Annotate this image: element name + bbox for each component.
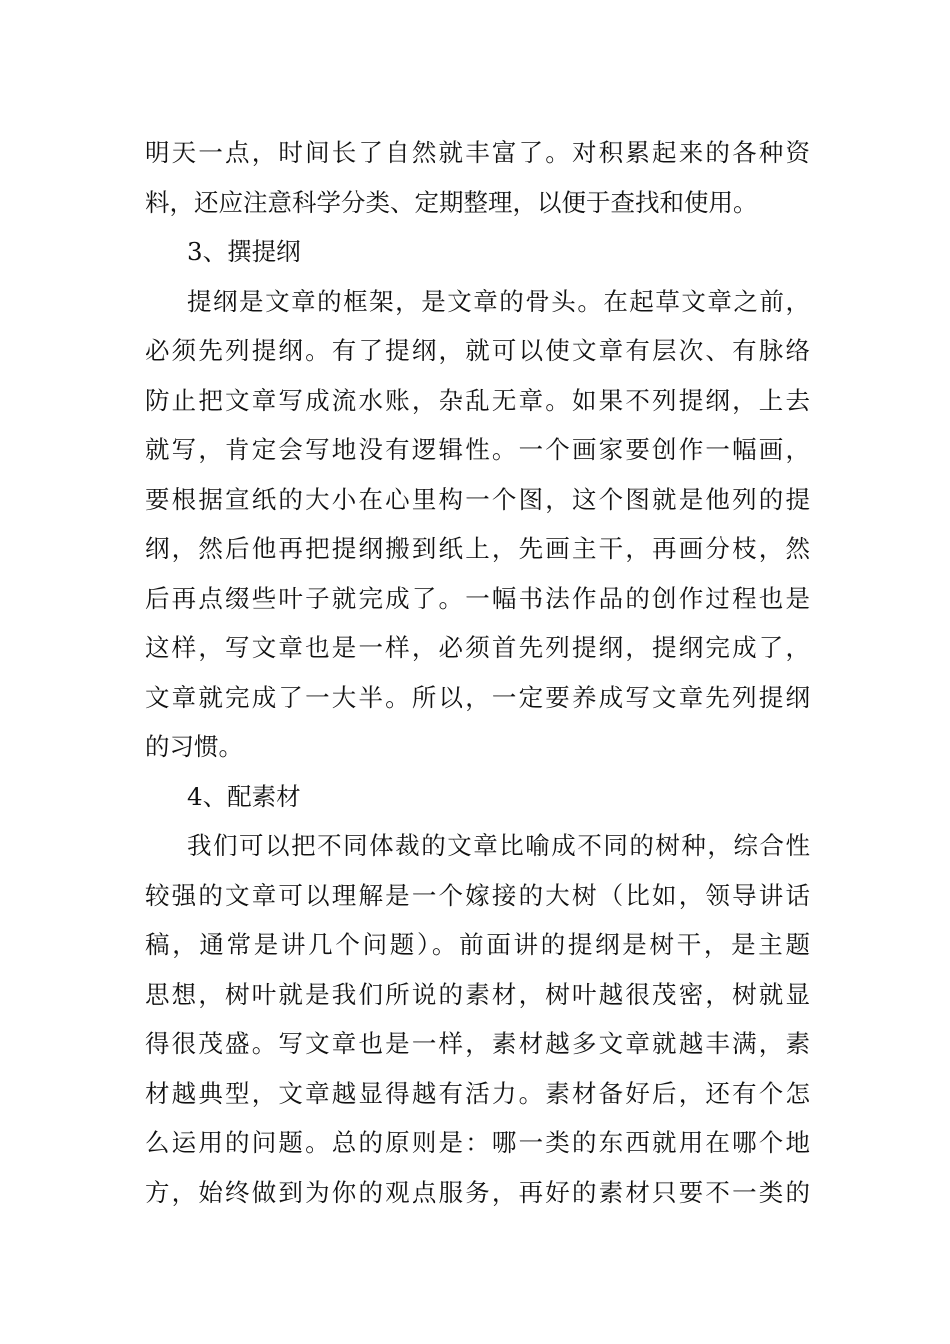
- text-line: 思想，树叶就是我们所说的素材，树叶越很茂密，树就显: [145, 979, 810, 1009]
- text-line: 方，始终做到为你的观点服务，再好的素材只要不一类的: [145, 1177, 810, 1207]
- text-line: 文章就完成了一大半。所以，一定要养成写文章先列提纲: [145, 682, 810, 712]
- text-line: 我们可以把不同体裁的文章比喻成不同的树种，综合性: [187, 831, 810, 860]
- text-line: 稿，通常是讲几个问题）。前面讲的提纲是树干，是主题: [145, 930, 810, 959]
- text-line: 防止把文章写成流水账，杂乱无章。如果不列提纲，上去: [145, 385, 810, 415]
- paragraph-outline: [145, 277, 810, 772]
- text-line: 提纲是文章的框架，是文章的骨头。在起草文章之前，: [187, 286, 810, 316]
- text-line: 明天一点，时间长了自然就丰富了。对积累起来的各种资: [145, 138, 810, 167]
- text-line: 材越典型，文章越显得越有活力。素材备好后，还有个怎: [145, 1078, 810, 1108]
- text-line: 要根据宣纸的大小在心里构一个图，这个图就是他列的提: [145, 484, 810, 514]
- text-line: 后再点缀些叶子就完成了。一幅书法作品的创作过程也是: [145, 583, 810, 613]
- text-line: 这样，写文章也是一样，必须首先列提纲，提纲完成了，: [145, 633, 810, 662]
- text-line: 较强的文章可以理解是一个嫁接的大树（比如，领导讲话: [145, 880, 810, 910]
- text-line: 必须先列提纲。有了提纲，就可以使文章有层次、有脉络: [145, 336, 810, 365]
- text-line: 就写，肯定会写地没有逻辑性。一个画家要创作一幅画，: [145, 435, 810, 464]
- text-line: 得很茂盛。写文章也是一样，素材越多文章就越丰满，素: [145, 1029, 810, 1058]
- heading-text: 4、配素材: [187, 781, 301, 811]
- section-heading-3: [145, 227, 810, 277]
- text-line: 料，还应注意科学分类、定期整理，以便于查找和使用。: [145, 187, 758, 217]
- section-heading-4: [145, 772, 810, 822]
- text-line: 的习惯。: [145, 732, 243, 761]
- paragraph-material: [145, 821, 810, 1217]
- paragraph-continued: [145, 128, 810, 227]
- text-line: 纲，然后他再把提纲搬到纸上，先画主干，再画分枝，然: [145, 534, 810, 563]
- document-body: [145, 128, 810, 1217]
- heading-text: 3、撰提纲: [187, 237, 301, 266]
- text-line: 么运用的问题。总的原则是：哪一类的东西就用在哪个地: [145, 1128, 810, 1157]
